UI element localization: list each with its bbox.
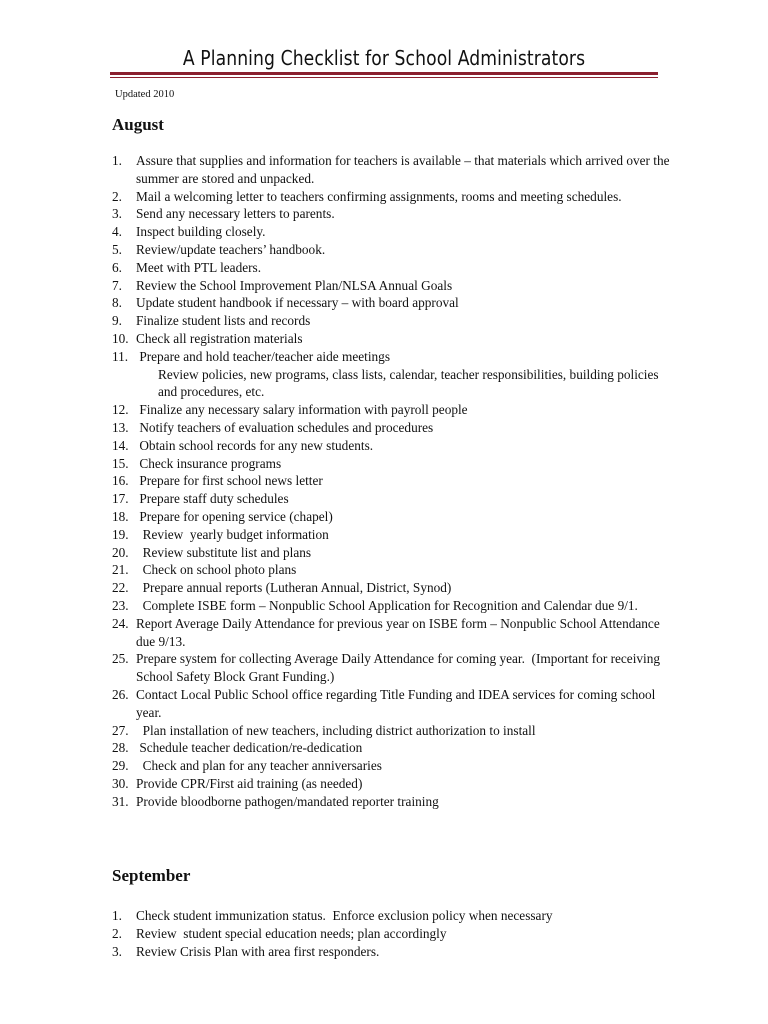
item-text-main: Schedule teacher dedication/re-dedication bbox=[136, 740, 363, 756]
list-item bbox=[112, 401, 672, 419]
item-text bbox=[136, 526, 672, 544]
list-item bbox=[112, 223, 672, 241]
list-item bbox=[112, 526, 672, 544]
item-number: 27. bbox=[112, 722, 129, 738]
item-text bbox=[136, 312, 672, 330]
list-item bbox=[112, 925, 672, 943]
item-number: 5. bbox=[112, 241, 122, 257]
item-text-main: Prepare and hold teacher/teacher aide meetings bbox=[136, 348, 390, 364]
item-text bbox=[136, 241, 672, 259]
item-text-main: Check and plan for any teacher anniversaries bbox=[136, 758, 382, 774]
item-text bbox=[136, 650, 672, 686]
item-text bbox=[136, 615, 672, 651]
item-number: 24. bbox=[112, 615, 129, 631]
item-text-main: Review yearly budget information bbox=[136, 526, 329, 542]
item-text-main: Send any necessary letters to parents. bbox=[136, 206, 335, 222]
title-rule-thick bbox=[110, 72, 658, 75]
item-number: 18. bbox=[112, 508, 129, 524]
list-item bbox=[112, 579, 672, 597]
item-number: 23. bbox=[112, 597, 129, 613]
item-text-main: Prepare staff duty schedules bbox=[136, 491, 289, 507]
item-number: 30. bbox=[112, 775, 129, 791]
item-number: 13. bbox=[112, 419, 129, 435]
item-text-main: Obtain school records for any new students. bbox=[136, 437, 374, 453]
item-text bbox=[136, 943, 672, 961]
list-item bbox=[112, 330, 672, 348]
item-text bbox=[136, 419, 672, 437]
item-text bbox=[136, 686, 672, 722]
item-text bbox=[136, 205, 672, 223]
item-text bbox=[136, 277, 672, 295]
item-number: 15. bbox=[112, 455, 129, 471]
item-text bbox=[136, 294, 672, 312]
item-text bbox=[136, 739, 672, 757]
list-item bbox=[112, 490, 672, 508]
item-text-main: Provide CPR/First aid training (as needed) bbox=[136, 775, 363, 791]
item-number: 14. bbox=[112, 437, 129, 453]
item-text-main: Finalize any necessary salary information with payroll people bbox=[136, 402, 468, 418]
list-item bbox=[112, 472, 672, 490]
item-number: 8. bbox=[112, 295, 122, 311]
item-text-main: Update student handbook if necessary – with board approval bbox=[136, 295, 459, 311]
item-number: 26. bbox=[112, 686, 129, 702]
list-item bbox=[112, 907, 672, 925]
list-item bbox=[112, 943, 672, 961]
item-number: 17. bbox=[112, 491, 129, 507]
item-number: 6. bbox=[112, 259, 122, 275]
list-item bbox=[112, 739, 672, 757]
list-item bbox=[112, 205, 672, 223]
item-text bbox=[136, 579, 672, 597]
item-text bbox=[136, 561, 672, 579]
list-item bbox=[112, 312, 672, 330]
list-item bbox=[112, 152, 672, 188]
item-text bbox=[136, 722, 672, 740]
list-item bbox=[112, 597, 672, 615]
item-number: 16. bbox=[112, 473, 129, 489]
item-text-main: Prepare for first school news letter bbox=[136, 473, 323, 489]
item-number: 2. bbox=[112, 925, 122, 941]
list-item bbox=[112, 686, 672, 722]
list-item bbox=[112, 561, 672, 579]
item-subtext: Review policies, new programs, class lists, calendar, teacher responsibilities, building policies and procedures, etc. bbox=[158, 366, 659, 400]
item-text-main: Notify teachers of evaluation schedules and procedures bbox=[136, 419, 434, 435]
item-text-main: Prepare system for collecting Average Daily Attendance for coming year. (Important for receiving School Safety Block Grant Funding.) bbox=[136, 651, 664, 685]
title-rule-thin bbox=[110, 77, 658, 78]
item-text-main: Provide bloodborne pathogen/mandated reporter training bbox=[136, 793, 439, 809]
item-text-main: Meet with PTL leaders. bbox=[136, 259, 262, 275]
list-item bbox=[112, 348, 672, 401]
item-text bbox=[136, 508, 672, 526]
list-item bbox=[112, 277, 672, 295]
list-item bbox=[112, 775, 672, 793]
item-number: 4. bbox=[112, 224, 122, 240]
item-number: 22. bbox=[112, 580, 129, 596]
list-item bbox=[112, 437, 672, 455]
item-number: 3. bbox=[112, 943, 122, 959]
item-text-main: Check all registration materials bbox=[136, 330, 303, 346]
list-item bbox=[112, 259, 672, 277]
item-text bbox=[136, 544, 672, 562]
list-item bbox=[112, 722, 672, 740]
item-text-main: Prepare for opening service (chapel) bbox=[136, 508, 333, 524]
item-text bbox=[136, 455, 672, 473]
item-number: 28. bbox=[112, 740, 129, 756]
item-number: 11. bbox=[112, 348, 129, 364]
september-checklist bbox=[112, 907, 672, 960]
item-number: 9. bbox=[112, 313, 122, 329]
item-text-main: Assure that supplies and information for teachers is available – that materials which arrived over the summer are stored and unpacked. bbox=[136, 153, 673, 186]
item-text bbox=[136, 793, 672, 811]
item-text bbox=[136, 925, 672, 943]
item-text bbox=[136, 152, 672, 188]
item-text-main: Review the School Improvement Plan/NLSA Annual Goals bbox=[136, 277, 453, 293]
document-title: A Planning Checklist for School Administrators bbox=[182, 46, 586, 70]
item-number: 19. bbox=[112, 526, 129, 542]
item-text-main: Check on school photo plans bbox=[136, 562, 297, 578]
section-heading-september: September bbox=[112, 866, 191, 885]
list-item bbox=[112, 615, 672, 651]
item-text bbox=[136, 348, 672, 401]
item-text-main: Plan installation of new teachers, including district authorization to install bbox=[136, 722, 536, 738]
item-text-main: Finalize student lists and records bbox=[136, 313, 311, 329]
list-item bbox=[112, 544, 672, 562]
item-text-main: Inspect building closely. bbox=[136, 224, 266, 240]
item-text-main: Review Crisis Plan with area first responders. bbox=[136, 943, 380, 959]
section-heading-august: August bbox=[112, 115, 164, 134]
list-item bbox=[112, 241, 672, 259]
item-text bbox=[136, 775, 672, 793]
item-text bbox=[136, 472, 672, 490]
item-number: 2. bbox=[112, 188, 122, 204]
item-text-main: Review student special education needs; plan accordingly bbox=[136, 925, 447, 941]
item-text-main: Prepare annual reports (Lutheran Annual, District, Synod) bbox=[136, 580, 452, 596]
item-text bbox=[136, 907, 672, 925]
august-checklist bbox=[112, 152, 672, 810]
list-item bbox=[112, 188, 672, 206]
list-item bbox=[112, 650, 672, 686]
item-text bbox=[136, 259, 672, 277]
item-number: 1. bbox=[112, 153, 122, 168]
item-number: 3. bbox=[112, 206, 122, 222]
item-text-main: Complete ISBE form – Nonpublic School Application for Recognition and Calendar due 9/1. bbox=[136, 597, 638, 613]
item-text-main: Review substitute list and plans bbox=[136, 544, 312, 560]
item-number: 31. bbox=[112, 793, 129, 809]
list-item bbox=[112, 508, 672, 526]
updated-note: Updated 2010 bbox=[115, 89, 175, 100]
item-text bbox=[136, 188, 672, 206]
item-number: 20. bbox=[112, 544, 129, 560]
item-number: 25. bbox=[112, 651, 129, 667]
list-item bbox=[112, 419, 672, 437]
item-text-main: Mail a welcoming letter to teachers confirming assignments, rooms and meeting schedules. bbox=[136, 188, 622, 204]
item-text-main: Report Average Daily Attendance for previous year on ISBE form – Nonpublic School Attendance due 9/13. bbox=[136, 615, 664, 649]
list-item bbox=[112, 455, 672, 473]
list-item bbox=[112, 757, 672, 775]
item-number: 1. bbox=[112, 908, 122, 923]
item-text-main: Review/update teachers’ handbook. bbox=[136, 241, 326, 257]
item-text-main: Contact Local Public School office regarding Title Funding and IDEA services for coming school year. bbox=[136, 686, 659, 720]
item-text bbox=[136, 437, 672, 455]
item-number: 7. bbox=[112, 277, 122, 293]
item-text bbox=[136, 401, 672, 419]
item-text bbox=[136, 757, 672, 775]
item-text bbox=[136, 597, 672, 615]
list-item bbox=[112, 294, 672, 312]
item-text-main: Check insurance programs bbox=[136, 455, 282, 471]
item-number: 10. bbox=[112, 330, 129, 346]
list-item bbox=[112, 793, 672, 811]
item-number: 29. bbox=[112, 758, 129, 774]
item-number: 21. bbox=[112, 562, 129, 578]
item-text-main: Check student immunization status. Enforce exclusion policy when necessary bbox=[136, 908, 553, 923]
item-text bbox=[136, 490, 672, 508]
item-text bbox=[136, 330, 672, 348]
item-number: 12. bbox=[112, 402, 129, 418]
item-text bbox=[136, 223, 672, 241]
